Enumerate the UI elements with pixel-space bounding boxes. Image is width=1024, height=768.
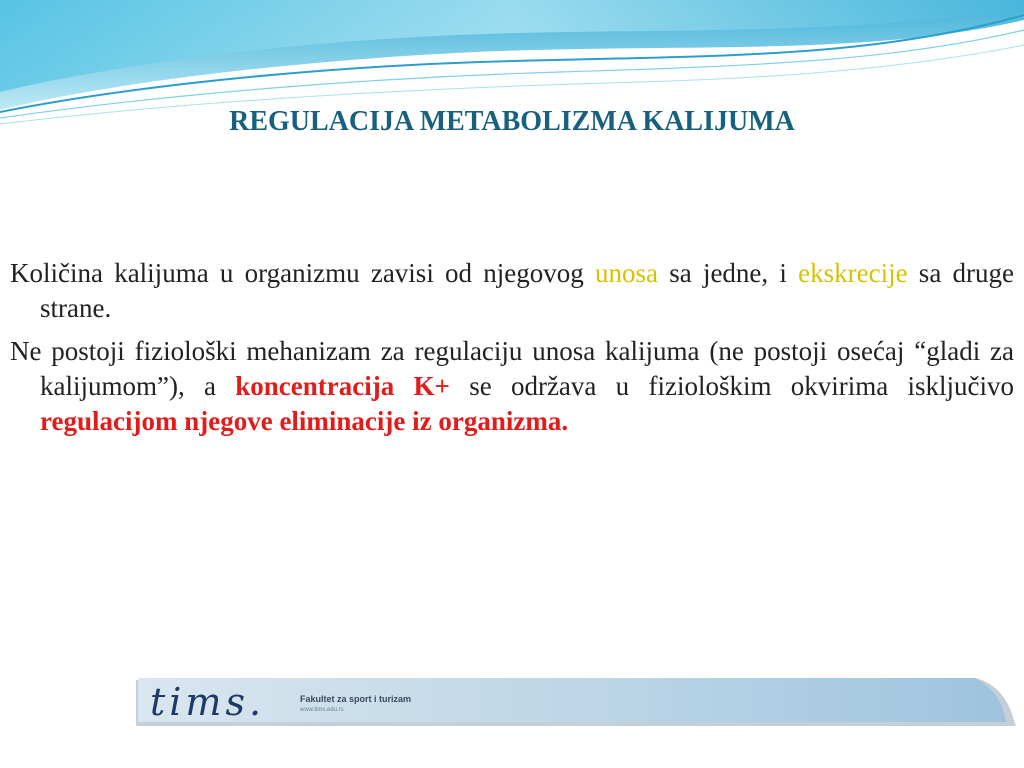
paragraph-regulation [10, 334, 1014, 439]
highlight-concentration: koncentracija K+ [235, 371, 450, 401]
slide-title: REGULACIJA METABOLIZMA KALIJUMA [229, 106, 795, 137]
highlight-excretion: ekskrecije [798, 258, 908, 288]
text-segment: sa jedne, i [658, 258, 799, 288]
footer-banner [136, 678, 1016, 726]
faculty-name: Fakultet za sport i turizam [300, 694, 412, 704]
text-segment: se održava u fiziološkim okvirima isključivo [449, 371, 1014, 401]
slide-body [10, 256, 1014, 447]
highlight-intake: unosa [595, 258, 658, 288]
paragraph-intake-excretion [10, 256, 1014, 326]
text-segment: Ne postoji fiziološki mehanizam za regulaciju unosa kalijuma (ne postoji osećaj “gladi za kalijumom”), a [10, 336, 1014, 401]
faculty-website: www.tims.edu.rs [300, 707, 344, 713]
tims-logo: tims. [150, 680, 266, 724]
highlight-elimination: regulacijom njegove eliminacije iz organizma. [40, 406, 569, 436]
text-segment: sa druge strane. [40, 258, 1015, 323]
text-segment: Količina kalijuma u organizmu zavisi od njegovog [10, 258, 595, 288]
